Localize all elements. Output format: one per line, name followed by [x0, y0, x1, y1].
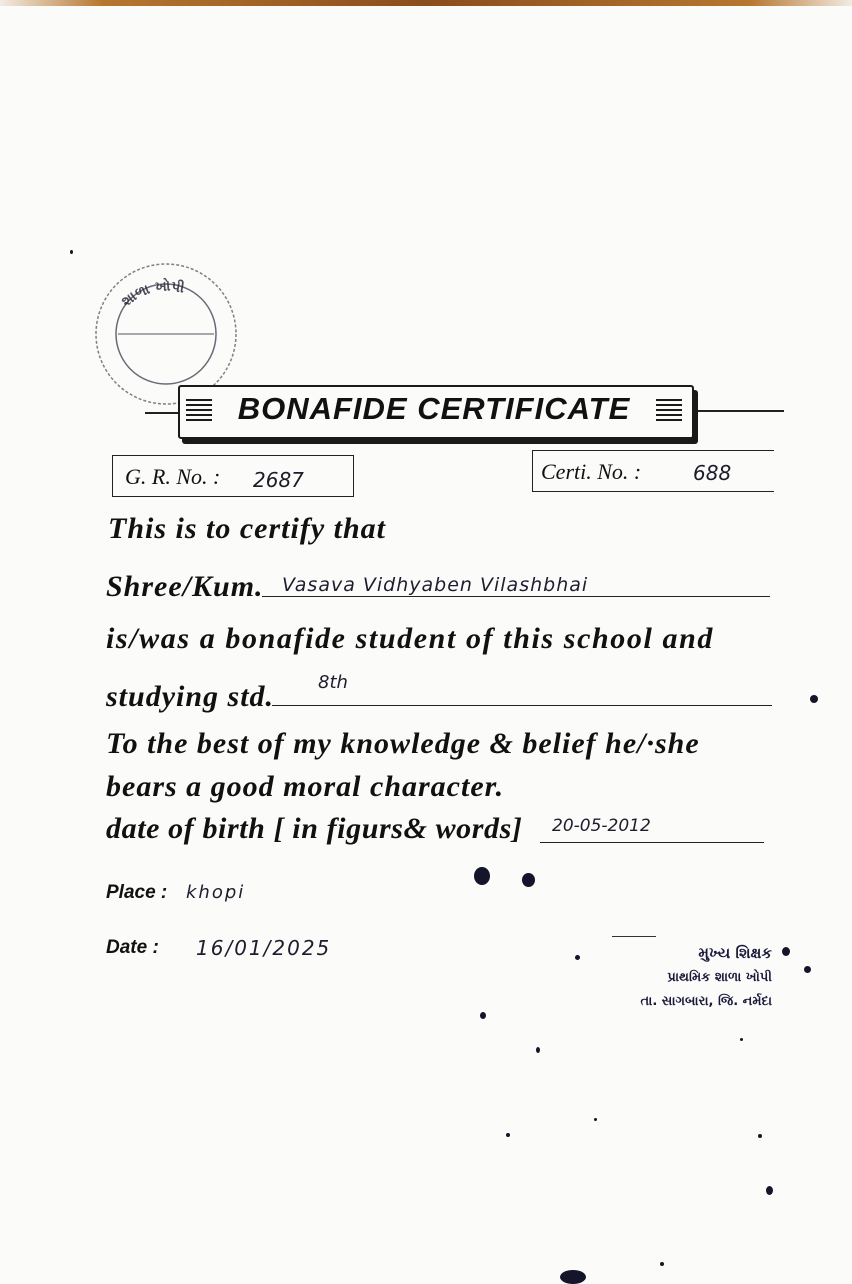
date-value: 16/01/2025	[196, 936, 332, 960]
dob-underline	[540, 840, 764, 843]
studying-std-label: studying std.	[106, 680, 275, 713]
ink-speck	[522, 873, 535, 887]
signature-scribble-line	[612, 936, 656, 937]
ink-speck	[480, 1012, 486, 1019]
ink-speck	[575, 955, 580, 960]
principal-address: તા. સાગબારા, જિ. નર્મદા	[640, 994, 772, 1009]
certificate-title: BONAFIDE CERTIFICATE	[237, 391, 631, 426]
principal-school: પ્રાથમિક શાળા ખોપી	[667, 970, 772, 985]
ink-speck	[766, 1186, 773, 1195]
certificate-number-label: Certi. No. :	[541, 459, 642, 484]
place-value: khopi	[186, 882, 246, 903]
place-label: Place :	[106, 882, 168, 903]
ink-speck	[758, 1134, 762, 1138]
student-name: Vasava Vidhyaben Vilashbhai	[282, 574, 589, 596]
ink-speck	[660, 1262, 664, 1266]
ink-speck	[740, 1038, 743, 1041]
banner-rule-right	[690, 410, 784, 412]
gr-number-value: 2687	[253, 468, 304, 492]
ink-speck	[804, 966, 811, 973]
dob-label: date of birth [ in figurs& words]	[106, 812, 523, 845]
certificate-number-value: 688	[693, 461, 732, 485]
std-value: 8th	[318, 672, 348, 693]
ink-speck	[594, 1118, 597, 1121]
best-knowledge-line: To the best of my knowledge & belief he/·she	[106, 727, 700, 760]
certificate-number-box	[532, 450, 774, 492]
std-underline	[272, 703, 772, 706]
moral-character-line: bears a good moral character.	[106, 770, 505, 803]
gr-number-label: G. R. No. :	[125, 464, 221, 489]
principal-title: મુખ્ય શિક્ષક	[698, 944, 772, 962]
shree-kum-label: Shree/Kum.	[106, 570, 264, 603]
ink-speck	[70, 250, 73, 254]
ink-speck	[810, 695, 818, 703]
ink-speck	[536, 1047, 540, 1053]
dob-value: 20-05-2012	[552, 816, 651, 836]
certify-line: This is to certify that	[108, 512, 386, 545]
gr-number-box	[112, 455, 354, 497]
certificate-title-banner	[178, 385, 694, 441]
ink-speck	[474, 867, 490, 885]
ink-speck	[506, 1133, 510, 1137]
page-top-edge	[0, 0, 852, 6]
bonafide-line: is/was a bonafide student of this school and	[106, 622, 714, 655]
svg-text:શાળા ખોપી: શાળા ખોપી	[118, 278, 186, 311]
date-label: Date :	[106, 937, 159, 958]
ink-speck	[560, 1270, 586, 1284]
ink-speck	[782, 947, 790, 956]
